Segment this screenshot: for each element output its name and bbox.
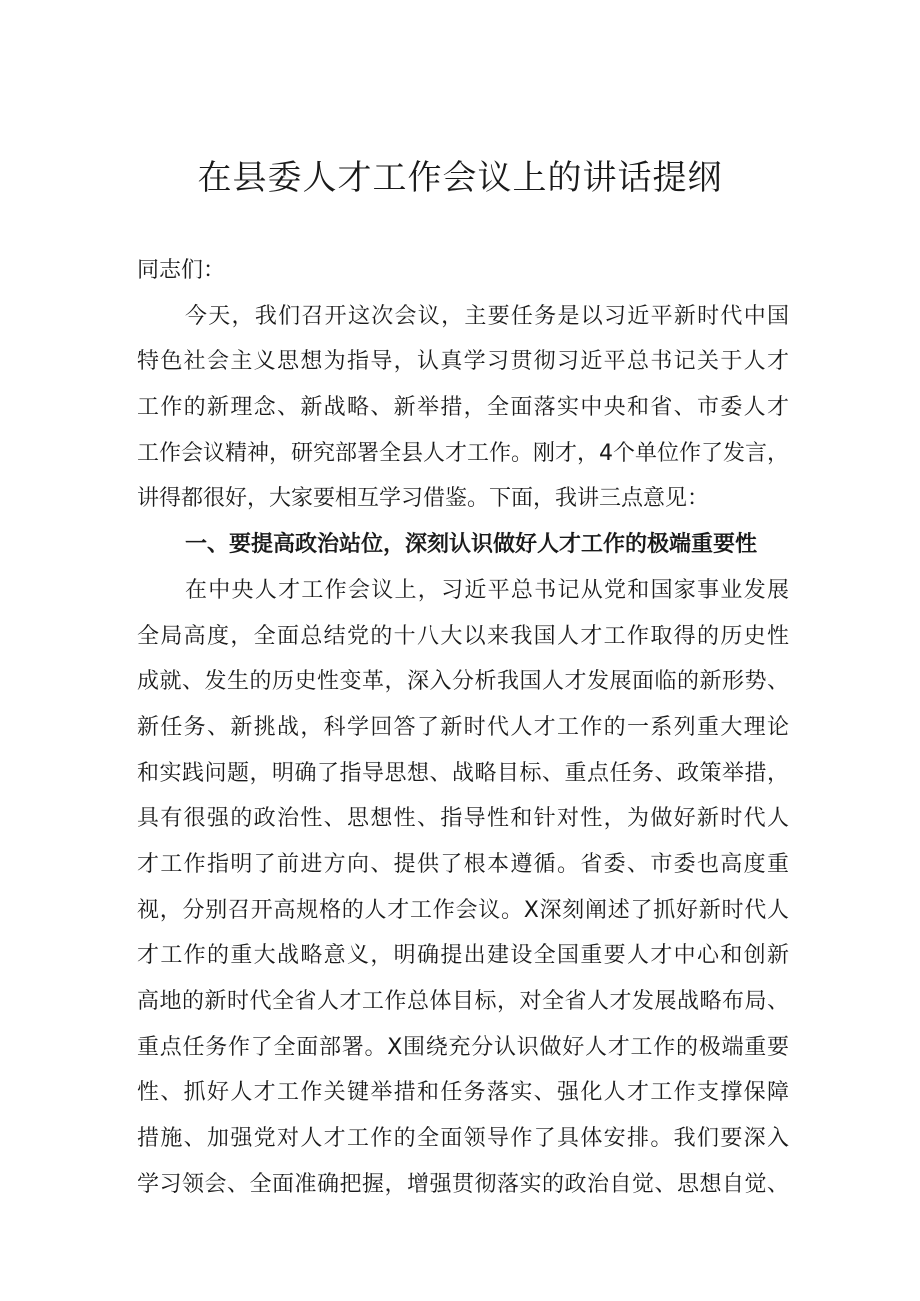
intro-line: 工作的新理念、新战略、新举措，全面落实中央和省、市委人才 — [137, 395, 789, 421]
section-line: 在中央人才工作会议上，习近平总书记从党和国家事业发展 — [185, 577, 789, 603]
intro-line: 特色社会主义思想为指导，认真学习贯彻习近平总书记关于人才 — [137, 349, 789, 375]
section-line: 具有很强的政治性、思想性、指导性和针对性，为做好新时代人 — [137, 806, 789, 832]
section-line: 高地的新时代全省人才工作总体目标，对全省人才发展战略布局、 — [137, 989, 789, 1014]
section-line: 成就、发生的历史性变革，深入分析我国人才发展面临的新形势、 — [137, 669, 789, 695]
section-line: 学习领会、全面准确把握，增强贯彻落实的政治自觉、思想自觉、 — [137, 1171, 789, 1197]
section-line: 和实践问题，明确了指导思想、战略目标、重点任务、政策举措， — [137, 760, 789, 786]
intro-line: 今天，我们召开这次会议，主要任务是以习近平新时代中国 — [185, 303, 789, 329]
intro-line: 工作会议精神，研究部署全县人才工作。刚才，4个单位作了发言， — [137, 440, 789, 466]
section-heading: 一、要提高政治站位，深刻认识做好人才工作的极端重要性 — [185, 532, 758, 558]
salutation: 同志们： — [137, 258, 226, 283]
section-line: 才工作的重大战略意义，明确提出建设全国重要人才中心和创新 — [137, 943, 789, 969]
section-line: 新任务、新挑战，科学回答了新时代人才工作的一系列重大理论 — [137, 714, 789, 740]
section-line: 视，分别召开高规格的人才工作会议。X深刻阐述了抓好新时代人 — [137, 897, 789, 923]
intro-line: 讲得都很好，大家要相互学习借鉴。下面，我讲三点意见： — [137, 486, 710, 512]
section-line: 才工作指明了前进方向、提供了根本遵循。省委、市委也高度重 — [137, 851, 789, 877]
document-body — [137, 248, 789, 1207]
section-line: 性、抓好人才工作关键举措和任务落实、强化人才工作支撑保障 — [137, 1080, 789, 1106]
document-title: 在县委人才工作会议上的讲话提纲 — [197, 158, 723, 198]
section-line: 全局高度，全面总结党的十八大以来我国人才工作取得的历史性 — [137, 623, 789, 649]
section-line: 措施、加强党对人才工作的全面领导作了具体安排。我们要深入 — [137, 1126, 789, 1152]
section-line: 重点任务作了全面部署。X围绕充分认识做好人才工作的极端重要 — [137, 1034, 789, 1060]
